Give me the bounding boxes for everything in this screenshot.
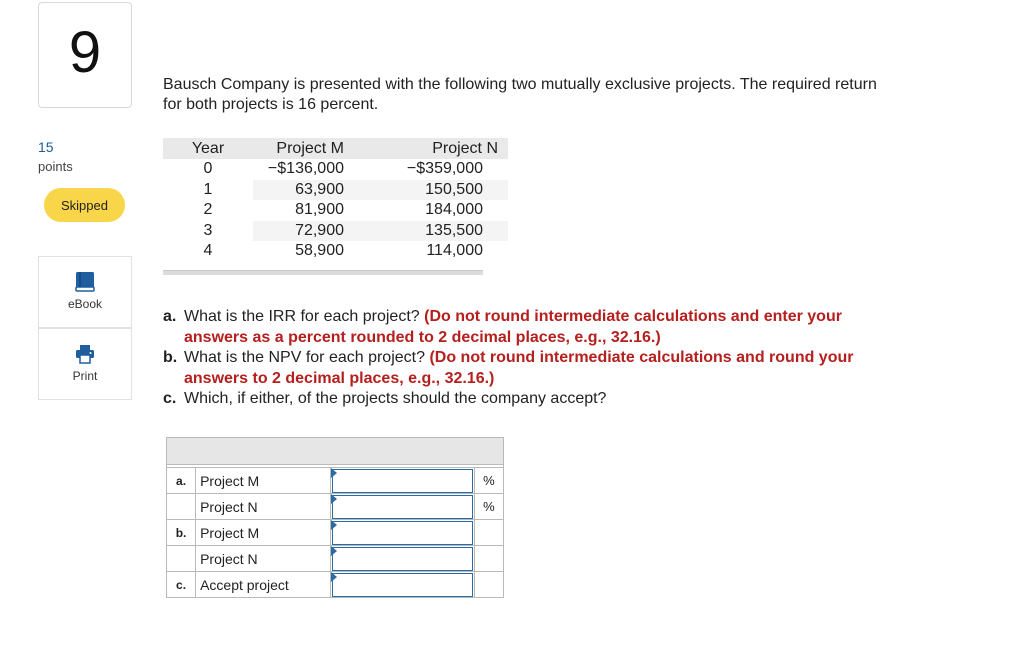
table-header-row — [163, 138, 508, 159]
answer-unit — [474, 572, 503, 598]
part-letter: b. — [163, 349, 178, 366]
table-row — [163, 221, 508, 242]
answer-table — [166, 437, 504, 598]
cash-flow-table — [163, 138, 508, 262]
answer-unit — [474, 546, 503, 572]
project-m-cell: 58,900 — [295, 242, 344, 260]
answer-table-header-cell — [167, 438, 504, 465]
table-footer-rule — [163, 270, 483, 275]
table-row — [163, 180, 508, 201]
part-letter: c. — [163, 390, 177, 407]
answer-row — [167, 572, 504, 598]
project-n-cell: 150,500 — [344, 180, 508, 201]
part-text: What is the NPV for each project? — [184, 349, 430, 366]
part-b — [163, 348, 883, 389]
table-row — [163, 241, 508, 262]
answer-table-header — [167, 438, 504, 465]
answer-label: Project M — [196, 520, 331, 546]
input-marker-icon — [331, 546, 337, 556]
question-parts — [163, 307, 883, 410]
answer-label: Project M — [196, 468, 331, 494]
column-header: Year — [163, 138, 253, 159]
answer-input-cell — [331, 572, 474, 598]
answer-part-letter — [167, 494, 196, 520]
part-instruction: (Do not round intermediate calculations and round your answers to 2 decimal places, e.g., 32.16.) — [184, 349, 854, 387]
table-row — [163, 200, 508, 221]
answer-input-cell — [331, 546, 474, 572]
project-m-cell: 72,900 — [253, 221, 344, 242]
book-icon — [74, 271, 96, 293]
answer-input-cell — [331, 520, 474, 546]
printer-icon — [74, 343, 96, 365]
input-marker-icon — [331, 520, 337, 530]
answer-input-cell — [331, 494, 474, 520]
year-cell: 1 — [203, 180, 213, 198]
part-c — [163, 389, 883, 410]
project-n-cell: 135,500 — [344, 221, 508, 242]
question-number: 9 — [68, 20, 102, 85]
ebook-label: eBook — [67, 297, 103, 311]
answer-part-letter: c. — [167, 572, 196, 598]
answer-row — [167, 494, 504, 520]
question-number-box — [38, 2, 132, 108]
project-m-cell: 81,900 — [295, 201, 344, 219]
input-marker-icon — [331, 572, 337, 582]
table-row — [163, 159, 508, 180]
irr-project-n-input[interactable] — [332, 495, 473, 519]
column-header: Project M — [253, 138, 344, 159]
part-text: What is the IRR for each project? — [184, 308, 425, 325]
input-marker-icon — [331, 468, 337, 478]
part-letter: a. — [163, 308, 177, 325]
answer-row — [167, 546, 504, 572]
answer-unit — [474, 520, 503, 546]
answer-label: Accept project — [196, 572, 331, 598]
answer-label: Project N — [196, 494, 331, 520]
answer-row — [167, 468, 504, 494]
year-cell: 3 — [203, 221, 213, 239]
npv-project-n-input[interactable] — [332, 547, 473, 571]
answer-part-letter — [167, 546, 196, 572]
irr-project-m-input[interactable] — [332, 469, 473, 493]
print-label: Print — [72, 369, 98, 383]
ebook-button[interactable] — [38, 256, 132, 328]
answer-unit: % — [474, 494, 503, 520]
answer-unit: % — [474, 468, 503, 494]
part-text: Which, if either, of the projects should the company accept? — [184, 390, 607, 407]
npv-project-m-input[interactable] — [332, 521, 473, 545]
answer-label: Project N — [196, 546, 331, 572]
project-n-cell: 114,000 — [426, 242, 483, 260]
project-n-cell: 184,000 — [425, 201, 483, 219]
project-n-cell: −$359,000 — [406, 160, 483, 178]
part-a — [163, 307, 883, 348]
points-value: 15 — [38, 139, 54, 155]
part-instruction: (Do not round intermediate calculations and enter your answers as a percent rounded to 2 decimal places, e.g., 32.16.) — [184, 308, 842, 346]
answer-part-letter: a. — [167, 468, 196, 494]
year-cell: 0 — [203, 160, 213, 178]
answer-part-letter: b. — [167, 520, 196, 546]
accept-project-input[interactable] — [332, 573, 473, 597]
input-marker-icon — [331, 494, 337, 504]
answer-row — [167, 520, 504, 546]
year-cell: 4 — [203, 242, 213, 260]
points-label: points — [38, 159, 73, 174]
question-text: Bausch Company is presented with the following two mutually exclusive projects. The required return for both projects is 16 percent. — [163, 76, 877, 113]
project-m-cell: −$136,000 — [267, 160, 344, 178]
project-m-cell: 63,900 — [253, 180, 344, 201]
answer-input-cell — [331, 468, 474, 494]
year-cell: 2 — [203, 201, 213, 219]
column-header: Project N — [344, 138, 508, 159]
skipped-badge: Skipped — [44, 188, 125, 222]
print-button[interactable] — [38, 328, 132, 400]
